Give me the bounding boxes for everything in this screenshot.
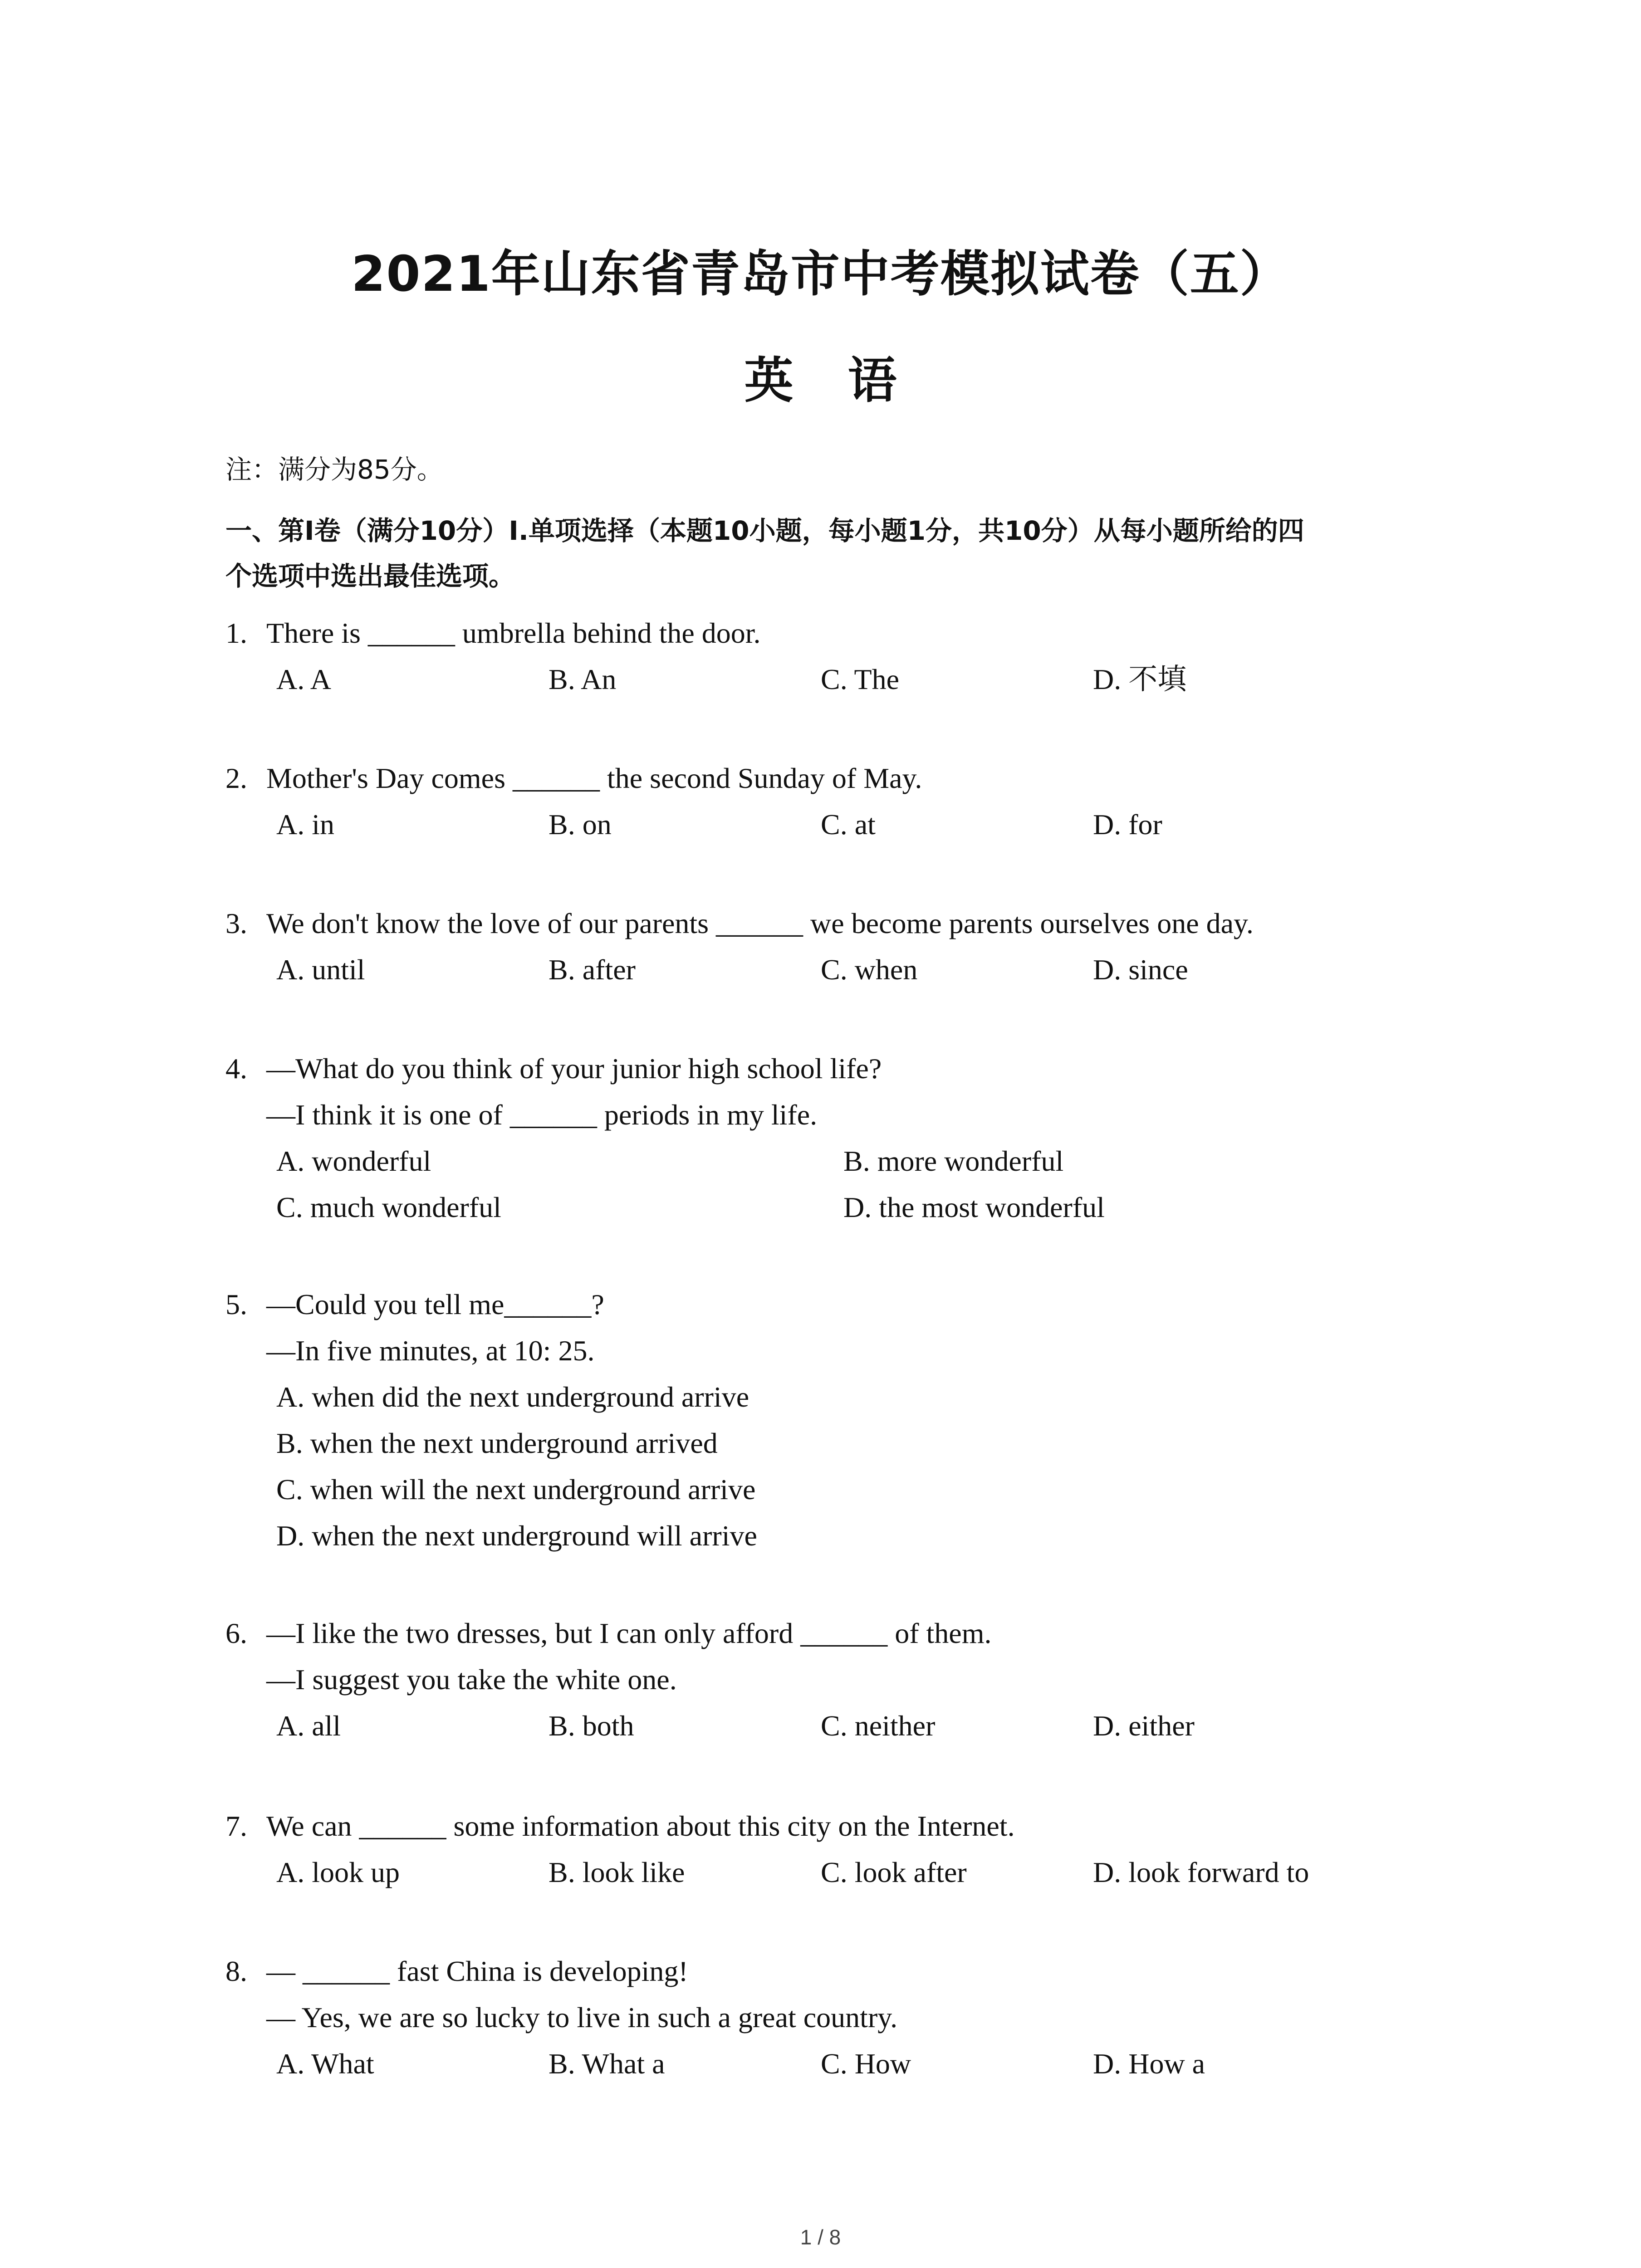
option-c: C. at bbox=[821, 808, 876, 841]
option-b: B. look like bbox=[549, 1856, 685, 1888]
question-stem: — ______ fast China is developing! bbox=[266, 1955, 688, 1987]
question-number: 5. bbox=[225, 1288, 247, 1320]
question-stem: We don't know the love of our parents ______ we become parents ourselves one day. bbox=[266, 907, 1254, 939]
option-d: D. when the next underground will arrive bbox=[276, 1520, 757, 1552]
option-c: C. neither bbox=[821, 1710, 936, 1742]
question-number: 6. bbox=[225, 1617, 247, 1649]
option-d: D. 不填 bbox=[1093, 663, 1187, 695]
option-b: B. when the next underground arrived bbox=[276, 1427, 718, 1459]
option-b: B. What a bbox=[549, 2048, 665, 2080]
option-d: D. for bbox=[1093, 808, 1162, 841]
question-number: 7. bbox=[225, 1810, 247, 1842]
question-stem: —Could you tell me______? bbox=[266, 1288, 604, 1320]
question-3 bbox=[225, 900, 1473, 993]
option-a: A. in bbox=[276, 808, 334, 841]
option-c: C. How bbox=[821, 2048, 911, 2080]
question-stem: We can ______ some information about this city on the Internet. bbox=[266, 1810, 1015, 1842]
option-b: B. more wonderful bbox=[843, 1145, 1064, 1177]
question-1 bbox=[225, 610, 1473, 703]
question-stem: Mother's Day comes ______ the second Sunday of May. bbox=[266, 762, 922, 794]
option-a: A. wonderful bbox=[276, 1145, 431, 1177]
option-d: D. either bbox=[1093, 1710, 1195, 1742]
exam-title: 2021年山东省青岛市中考模拟试卷（五） bbox=[351, 246, 1290, 303]
option-b: B. after bbox=[549, 953, 636, 986]
section-line-2: 个选项中选出最佳选项。 bbox=[225, 561, 515, 591]
question-number: 2. bbox=[225, 762, 247, 794]
option-c: C. The bbox=[821, 663, 900, 695]
option-d: D. the most wonderful bbox=[843, 1191, 1105, 1223]
option-a: A. look up bbox=[276, 1856, 400, 1888]
option-b: B. An bbox=[549, 663, 617, 695]
page-number: 1 / 8 bbox=[800, 2225, 841, 2249]
question-stem-line-2: — Yes, we are so lucky to live in such a great country. bbox=[266, 2001, 898, 2033]
option-b: B. on bbox=[549, 808, 612, 841]
question-2 bbox=[225, 755, 1473, 848]
question-number: 4. bbox=[225, 1052, 247, 1085]
subject-char-2: 语 bbox=[847, 352, 897, 409]
question-number: 8. bbox=[225, 1955, 247, 1987]
option-d: D. How a bbox=[1093, 2048, 1205, 2080]
question-8 bbox=[225, 1948, 1473, 2087]
option-d: D. look forward to bbox=[1093, 1856, 1309, 1888]
option-c: C. much wonderful bbox=[276, 1191, 501, 1223]
option-a: A. when did the next underground arrive bbox=[276, 1381, 749, 1413]
option-a: A. until bbox=[276, 953, 365, 986]
question-number: 1. bbox=[225, 617, 247, 649]
option-c: C. when bbox=[821, 953, 918, 986]
option-b: B. both bbox=[549, 1710, 634, 1742]
option-c: C. look after bbox=[821, 1856, 967, 1888]
score-note: 注：满分为85分。 bbox=[225, 454, 443, 485]
option-d: D. since bbox=[1093, 953, 1188, 986]
question-5 bbox=[225, 1281, 1473, 1559]
option-c: C. when will the next underground arrive bbox=[276, 1473, 756, 1505]
option-a: A. What bbox=[276, 2048, 374, 2080]
section-line-1: 一、第Ⅰ卷（满分10分）Ⅰ.单项选择（本题10小题，每小题1分，共10分）从每小题所给的四 bbox=[225, 515, 1304, 546]
question-stem: There is ______ umbrella behind the door. bbox=[266, 617, 761, 649]
section-instructions bbox=[225, 508, 1450, 599]
question-7 bbox=[225, 1803, 1473, 1896]
question-stem-line-2: —In five minutes, at 10: 25. bbox=[266, 1334, 595, 1367]
option-a: A. all bbox=[276, 1710, 341, 1742]
option-a: A. A bbox=[276, 663, 331, 695]
question-number: 3. bbox=[225, 907, 247, 939]
question-stem-line-2: —I suggest you take the white one. bbox=[266, 1663, 677, 1696]
subject-heading bbox=[0, 349, 1641, 413]
question-4 bbox=[225, 1046, 1473, 1231]
subject-char-1: 英 bbox=[744, 352, 794, 409]
question-stem: —I like the two dresses, but I can only afford ______ of them. bbox=[266, 1617, 992, 1649]
question-stem: —What do you think of your junior high school life? bbox=[266, 1052, 882, 1085]
question-stem-line-2: —I think it is one of ______ periods in my life. bbox=[266, 1099, 818, 1131]
question-6 bbox=[225, 1610, 1473, 1749]
